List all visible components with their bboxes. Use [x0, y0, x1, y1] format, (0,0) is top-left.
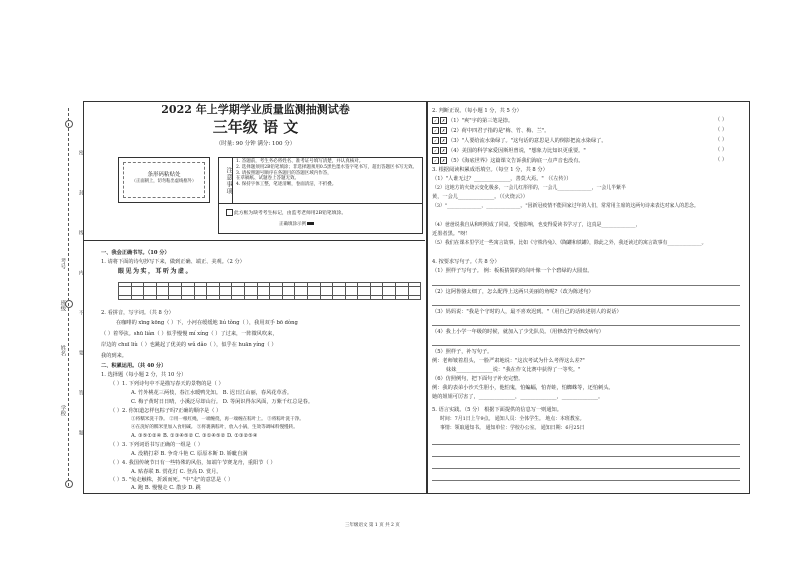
writing-line[interactable]	[432, 456, 740, 457]
seal-word: 封	[77, 190, 84, 195]
option-line[interactable]: A. 跑 B. 慢慢走 C. 散步 D. 跳	[131, 485, 201, 491]
field-label-exam-number: 考号	[59, 258, 66, 269]
barcode-area	[118, 157, 210, 203]
notice-info: 事情：领取通知书。 通知单位：学校办公室。 通知日期：6月25日	[440, 425, 585, 431]
sentence-example: 例：我的表弟小沙天生胆小，他怕鬼，怕蝙蝠，怕青蛙，怕蜘蛛等，还怕刺头。	[432, 385, 614, 391]
field-label-school: 学校	[59, 405, 66, 416]
fill-line[interactable]: （4）爸爸说我自从和明明成了同桌，受他影响，也变得爱读书学习了，这真是______________，	[432, 222, 641, 228]
fill-line[interactable]: （3）"______________，______________。"因新冠疫情不能回家过年的人们，常常用主席的这两句诗来表达对家人的思念。	[432, 203, 699, 209]
binding-hole	[65, 120, 73, 128]
seal-word: 题	[77, 430, 84, 435]
binding-line	[68, 108, 69, 486]
seal-word: 答	[77, 390, 84, 395]
sentence-task: （2）这阿鲁骆太细了，怎么配得上这两只美丽的角呢?（改为陈述句）	[432, 289, 594, 295]
option-line[interactable]: A. 贴春联 B. 赏花灯 C. 登高 D. 赏月。	[131, 469, 222, 475]
question-line: （ ）4. 我国传统节日有一些特殊的风俗，如端午节赛龙舟，重阳节（ ）	[110, 460, 276, 466]
writing-line[interactable]	[432, 468, 740, 469]
choice-section: 1. 选择题（每小题 2 分，共 10 分）	[101, 372, 187, 378]
cross-icon[interactable]: ✗	[441, 158, 446, 163]
question-line: （ ）1. 下列诗句中不是描写春天的景物的是（ ）	[110, 381, 224, 387]
notice-info: 时间：7月1日上午9点。 通知人员：全体学生。 地点：本班教室。	[440, 416, 585, 422]
writing-grid[interactable]	[118, 282, 421, 300]
filled-mark-icon	[307, 222, 314, 225]
field-label-class: 班级	[59, 300, 66, 311]
practice-section: 5. 语言实践。（5 分） 根据下面提供的信息写一则通知。	[432, 407, 562, 413]
sentence-task: （1）照样子写句子。 例：板板猜猜的的岗叶像一个个碧绿的大圆盘。	[432, 268, 593, 274]
time-info: （时量: 90 分钟 满分: 100 分）	[215, 141, 296, 147]
binding-hole	[65, 480, 73, 488]
check-icon[interactable]: ✓	[433, 148, 438, 153]
cross-icon[interactable]: ✗	[441, 128, 446, 133]
check-icon[interactable]: ✓	[433, 128, 438, 133]
q1-text: 眼见为实，耳听为虚。	[118, 268, 194, 275]
absent-checkbox[interactable]	[226, 209, 233, 216]
option-line[interactable]: A. 没精打彩 B. 争奇斗艳 C. 原原本断 D. 娇眦自满	[131, 451, 248, 457]
notice-heading: 注意事项	[219, 158, 233, 203]
barcode-label: 条形码粘贴处	[147, 172, 181, 178]
question-line: （ ）5. "兔走触株，折颈而死。"中"走"的意思是（ ）	[110, 477, 234, 483]
pinyin-line[interactable]: 在咖啡的 xīng kōng（ ）下，小河在缓缓地 liú tǒng（ ），我用双手 bō dòng	[116, 320, 298, 326]
judge-item: （5）《海底世界》这篇课文告诉我们海底一点声音也没有。	[448, 158, 584, 164]
sentence-task: （6）仿照例句，把下面句子补充完整。	[432, 376, 524, 382]
writing-line[interactable]	[432, 444, 740, 445]
part1-heading: 一、我会正确书写。（10 分）	[101, 250, 170, 256]
notice-item: 1. 答题前，考生务必将姓名、准考证号填写清楚，并认真核对。	[236, 159, 364, 164]
seal-word: 密	[77, 150, 84, 155]
judge-item: （2）荷中四君子指的是"梅、竹、梅、兰"。	[448, 128, 550, 134]
sentence-fill[interactable]: 她的姐姐可厉害了，______________，______________，______________。	[432, 394, 604, 400]
fill-line[interactable]: （2）这地方的火烧云变化极多，一会儿红彤彤的，一会儿______________，一会儿半紫半	[432, 185, 626, 191]
exam-subject: 三年级 语 文	[212, 118, 299, 136]
question-line: （ ）3. 下列词语书写正确的一组是（ ）	[110, 442, 203, 448]
absent-note: 此方框为缺考考生标记，由监考老师用2B铅笔填涂。	[234, 211, 347, 216]
option-line[interactable]: C. 梅子黄时日日晴，小溪泛尽却山行。 D. 等闲识得东风面，万紫千红总是春。	[131, 399, 314, 405]
answer-line[interactable]	[432, 345, 740, 346]
barcode-hint: （正面朝上，切勿粘出虚线框外）	[131, 179, 197, 185]
check-icon[interactable]: ✓	[433, 158, 438, 163]
seal-word: 线	[77, 230, 84, 235]
notice-item: 3. 请按照题号顺序在各题目的答题区域内作答，	[236, 170, 332, 176]
pinyin-line[interactable]: （ ）着琴弦。shū liàn（ ）似乎慢慢 mí xíng（ ）了过来，一阵微风吹来，	[101, 331, 278, 337]
fill-line[interactable]: 黄，一会儿______________。（《火烧云》）	[432, 194, 528, 200]
seal-word: 内	[77, 270, 84, 275]
binding-hole	[65, 300, 73, 308]
question-line: （ ）2. 你知道怎样包粽子吗?正确的顺序是（ ）	[110, 408, 222, 414]
sentence-fill[interactable]: 妹妹______________说："我在作文比赛中获得了一等奖。"	[446, 367, 581, 373]
notice-item: 2. 选择题须用2B铅笔填涂；非选择题须用0.5黑色墨水签字笔书写，超出答题区书写无效。	[236, 164, 418, 170]
fill-section: 3. 根据阅读积累成语填空。（每空 1 分，共 8 分）	[432, 167, 548, 173]
answer-line[interactable]	[432, 285, 740, 286]
judge-item: （4）美国的科学家爱因斯坦曾说，"想象力比知识更重要。"	[448, 148, 586, 154]
page-footer: 三年级语文 第 1 页 共 2 页	[345, 523, 400, 528]
step-line: ④在洗好的糯米里加入食用碱。 ⑤将裹满粽叶，放入小锅，生效等调味料慢慢转。	[131, 425, 298, 430]
seal-word: 不	[77, 310, 84, 315]
check-icon[interactable]: ✓	[433, 138, 438, 143]
judge-item: （1）"爽"字的第三笔是捺。	[448, 118, 514, 124]
writing-line[interactable]	[432, 480, 740, 481]
judge-section: 2. 判断正误。（每小题 1 分，共 5 分）	[432, 108, 522, 114]
judge-item: （3）"人要给流水染绿了。"这句话的意思是人的倒影把流水染绿了。	[448, 138, 607, 144]
judge-blank[interactable]: （ ）	[715, 127, 728, 133]
step-line: ①将糯米洗干净。 ②用一根红绳，一端缠绕，再一端缠在粽叶上。 ③将粽叶洗干净。	[131, 417, 304, 422]
q2-prompt: 2. 看拼音，写字词。（共 8 分）	[101, 310, 174, 316]
fill-line: 近墨者黑。"呀！	[432, 231, 471, 237]
seal-word: 要	[77, 350, 84, 355]
notice-item: 4. 保持字体工整，笔迹清晰，卷面清洁，不折叠。	[236, 182, 337, 187]
absent-mark-box	[218, 203, 423, 234]
check-icon[interactable]: ✓	[433, 118, 438, 123]
fill-line[interactable]: （5）我们在课本里学过一些寓言故事，比如《守株待兔》、《陶罐和铁罐》，除此之外，我还读过的寓言故事有______________。	[432, 240, 707, 246]
fill-line[interactable]: （1）"人谁无过？______________，善莫大焉。" （《左传》）	[432, 176, 572, 182]
part2-heading: 二、积累运用。（共 40 分）	[101, 363, 167, 369]
notice-box	[218, 157, 423, 204]
answer-line[interactable]	[432, 305, 740, 306]
pinyin-line: 我的到来。	[101, 353, 127, 359]
correct-example-label: 正确填涂示例	[279, 222, 306, 227]
answer-line[interactable]	[432, 325, 740, 326]
cross-icon[interactable]: ✗	[441, 138, 446, 143]
section-divider	[83, 240, 425, 241]
pinyin-line[interactable]: 岸边的 chuī liù（ ）也跳起了优美的 wǔ dǎo（ ），似乎在 huān yíng（ ）	[101, 342, 277, 348]
judge-blank[interactable]: （ ）	[715, 157, 728, 163]
cross-icon[interactable]: ✗	[441, 118, 446, 123]
option-line[interactable]: A. ③⑤①②④ B. ①③④⑤② C. ③①④⑤② D. ①③②⑤④	[131, 433, 258, 439]
judge-blank[interactable]: （ ）	[715, 137, 728, 143]
field-label-name: 姓名	[59, 345, 66, 356]
exam-title: 2022 年上学期学业质量监测抽测试卷	[161, 103, 350, 116]
q1-prompt: 1. 请将下面的诗句抄写下来，做到正确、端正、美观。（2 分）	[101, 259, 245, 265]
sentence-section: 4. 按要求写句子。（共 8 分）	[432, 259, 500, 265]
cross-icon[interactable]: ✗	[441, 148, 446, 153]
sentence-task: （3）妈妈说："我是个守时的人，最不喜欢迟到。"（用自己的话转述别人的说话）	[432, 309, 622, 315]
sentence-task: （4）我上小学一年级的时候，就加入了少先队员。（用修改符号修改病句）	[432, 329, 604, 335]
judge-blank[interactable]: （ ）	[715, 147, 728, 153]
judge-blank[interactable]: （ ）	[715, 117, 728, 123]
notice-item: 在草稿纸、试题卷上答题无效。	[236, 176, 299, 182]
sentence-example: 例：老师皱着眉头，一脸严肃地说："这次考试为什么考得这么差?"	[432, 358, 585, 364]
sentence-task: （5）照样子，补写句子。	[432, 349, 493, 355]
option-line[interactable]: A. 竹外桃花三两枝，春江水暖鸭先知。 B. 迟日江山丽，春风花草香。	[131, 390, 293, 396]
